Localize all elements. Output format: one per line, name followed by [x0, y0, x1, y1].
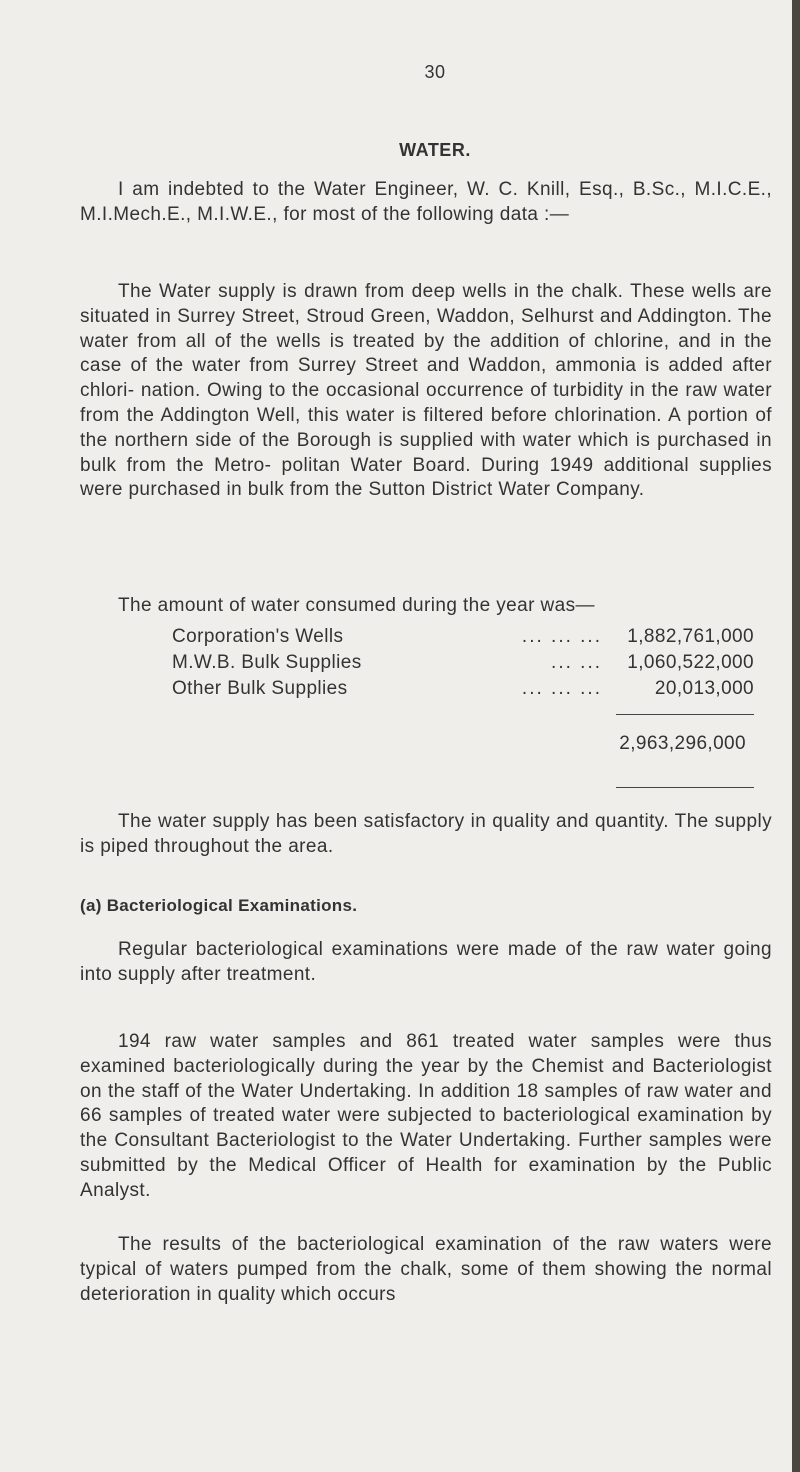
- consumption-value: 1,882,761,000: [627, 626, 754, 647]
- total-rule-bottom: [616, 787, 754, 788]
- leader-dots: ... ... ...: [521, 678, 602, 699]
- paragraph-quality: The water supply has been satisfactory in quality and quantity. The supply is piped throughout the area.: [80, 811, 772, 857]
- paragraph-samples: 194 raw water samples and 861 treated water samples were thus examined bacteriologically during the year by the Chemist and Bacteriologist on the staff of the Water Undertaking. In addition 18 samples of raw water and 66 samples of treated water were subjected to bacteriological examination by the Consultant Bacteriologist to the Water Undertaking. Further samples were submitted by the Medical Officer of Health for examination by the Public Analyst.: [80, 1031, 772, 1201]
- total-rule-top: [616, 714, 754, 715]
- leader-dots: ... ... ...: [521, 626, 602, 647]
- paragraph-water-supply: The Water supply is drawn from deep wells in the chalk. These wells are situated in Surrey Street, Stroud Green, Waddon, Selhurst and Addington. The water from all of the wells is treated by the addition of chlorine, and in the case of the water from Surrey Street and Waddon, ammonia is added after chlori- nation. Owing to the occasional occurrence of turbidity in the raw water from the Addington Well, this water is filtered before chlorination. A portion of the northern side of the Borough is supplied with water which is purchased in bulk from the Metro- politan Water Board. During 1949 additional supplies were purchased in bulk from the Sutton District Water Company.: [80, 281, 772, 501]
- leader-dots: ... ...: [551, 652, 602, 673]
- paragraph-examinations: Regular bacteriological examinations were made of the raw water going into supply after treatment.: [80, 939, 772, 985]
- consumption-intro: The amount of water consumed during the year was—: [118, 595, 595, 616]
- consumption-row: [172, 678, 754, 704]
- page-edge: [792, 0, 800, 1472]
- consumption-total: 2,963,296,000: [619, 733, 746, 754]
- page-title: WATER.: [399, 140, 471, 160]
- consumption-value: 20,013,000: [654, 678, 754, 699]
- consumption-row: [172, 626, 754, 652]
- section-heading: (a) Bacteriological Examinations.: [80, 896, 358, 915]
- consumption-label: M.W.B. Bulk Supplies: [172, 652, 362, 673]
- consumption-value: 1,060,522,000: [627, 652, 754, 673]
- paragraph-results: The results of the bacteriological examination of the raw waters were typical of waters pumped from the chalk, some of them showing the normal deterioration in quality which occurs: [80, 1234, 772, 1305]
- consumption-label: Other Bulk Supplies: [172, 678, 348, 699]
- page-number: 30: [424, 62, 446, 82]
- consumption-label: Corporation's Wells: [172, 626, 344, 647]
- paragraph-acknowledgement: I am indebted to the Water Engineer, W. C. Knill, Esq., B.Sc., M.I.C.E., M.I.Mech.E., M.I.W.E., for most of the following data :—: [80, 179, 772, 225]
- consumption-row: [172, 652, 754, 678]
